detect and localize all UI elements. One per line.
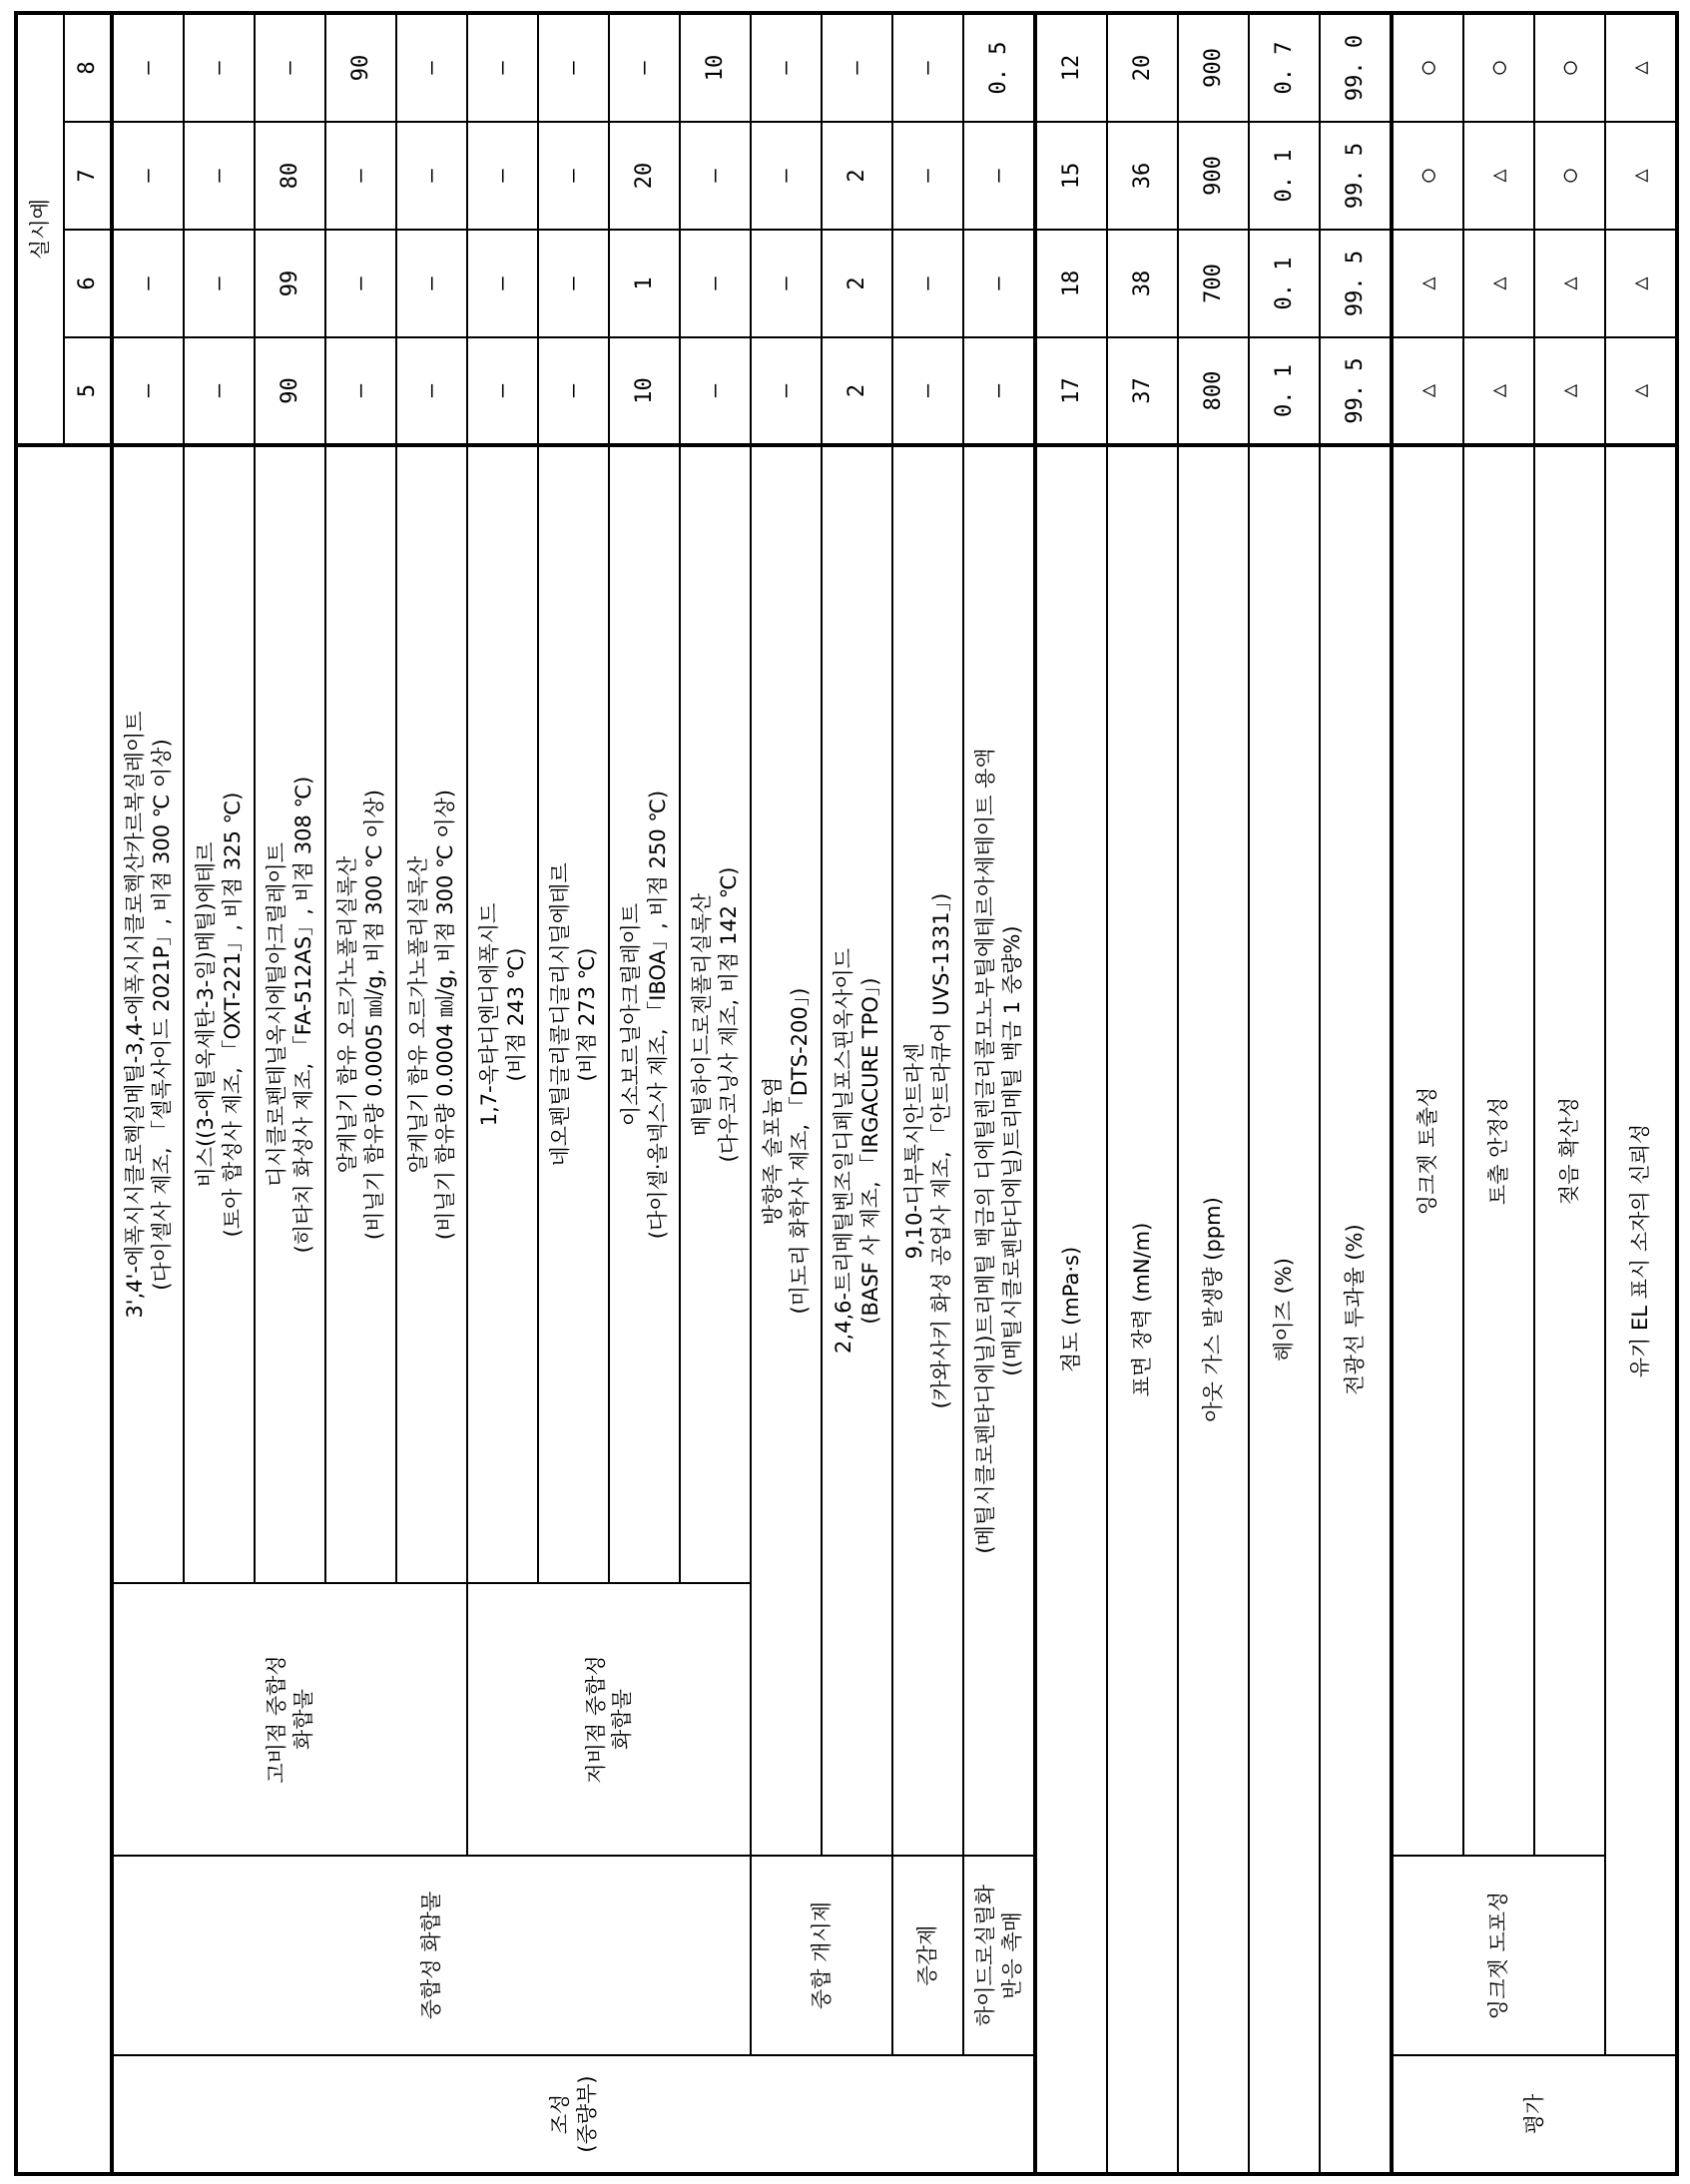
inkjet-coatability-label: 잉크젯 도포성 — [1392, 1856, 1605, 2055]
value-cell: — — [184, 230, 255, 337]
value-cell: 15 — [1035, 122, 1107, 230]
value-cell: 99. 0 — [1320, 13, 1392, 122]
evaluation-item-label: 유기 EL 표시 소자의 신뢰성 — [1605, 445, 1677, 2055]
value-cell: 0. 1 — [1249, 122, 1320, 230]
value-cell: 2 — [822, 122, 892, 230]
header-blank-cell — [16, 445, 112, 2174]
value-cell: — — [963, 337, 1035, 445]
composition-evaluation-table — [14, 11, 1679, 2176]
value-cell: 17 — [1035, 337, 1107, 445]
property-label: 전광선 투과율 (%) — [1320, 445, 1392, 2174]
table-row — [1107, 13, 1178, 2174]
low-boiling-compound-label: 저비점 중합성 화합물 — [467, 1583, 751, 1856]
value-cell: ○ — [1392, 122, 1463, 230]
example-number: 5 — [64, 337, 112, 445]
component-name: 알케닐기 함유 오르가노폴리실록산 (비닐기 함유량 0.0004 ㏖/g, 비점 300 ℃ 이상) — [396, 445, 467, 1583]
component-name: (메틸시클로펜타디에닐)트리메틸 백금의 디에틸렌글리콜모노부틸에테르아세테이트 용액 ((메틸시클로펜타디에닐)트리메틸 백금 1 중량%) — [963, 445, 1035, 1856]
value-cell: △ — [1534, 337, 1605, 445]
value-cell: △ — [1463, 122, 1534, 230]
table-row — [963, 13, 1035, 2174]
value-cell: △ — [1605, 230, 1677, 337]
evaluation-item-label: 잉크젯 토출성 — [1392, 445, 1463, 1856]
value-cell: — — [112, 13, 184, 122]
value-cell: — — [609, 13, 680, 122]
value-cell: △ — [1463, 230, 1534, 337]
sensitizer-label: 증감제 — [892, 1856, 963, 2055]
value-cell: 90 — [255, 337, 325, 445]
table-row — [1035, 13, 1107, 2174]
value-cell: — — [325, 230, 396, 337]
value-cell: 0. 5 — [963, 13, 1035, 122]
value-cell: — — [396, 337, 467, 445]
example-number: 8 — [64, 13, 112, 122]
value-cell: 20 — [609, 122, 680, 230]
polymerizable-compound-label: 중합성 화합물 — [112, 1856, 751, 2055]
evaluation-label: 평가 — [1392, 2055, 1677, 2174]
value-cell: 10 — [609, 337, 680, 445]
value-cell: △ — [1534, 230, 1605, 337]
value-cell: 99. 5 — [1320, 230, 1392, 337]
property-label: 점도 (mPa·s) — [1035, 445, 1107, 2174]
value-cell: — — [892, 337, 963, 445]
value-cell: 37 — [1107, 337, 1178, 445]
component-name: 방향족 술포늄염 (미도리 화학사 제조, 「DTS-200」) — [751, 445, 822, 1856]
value-cell: 20 — [1107, 13, 1178, 122]
value-cell: 900 — [1178, 13, 1249, 122]
evaluation-item-label: 젖음 확산성 — [1534, 445, 1605, 1856]
value-cell: — — [680, 122, 751, 230]
value-cell: — — [751, 230, 822, 337]
table-row — [1605, 13, 1677, 2174]
table-row — [1534, 13, 1605, 2174]
value-cell: ○ — [1534, 13, 1605, 122]
value-cell: — — [538, 230, 609, 337]
value-cell: 99. 5 — [1320, 122, 1392, 230]
value-cell: — — [112, 230, 184, 337]
table-row — [1249, 13, 1320, 2174]
example-number: 7 — [64, 122, 112, 230]
value-cell: — — [538, 337, 609, 445]
value-cell: △ — [1463, 337, 1534, 445]
value-cell: — — [467, 13, 538, 122]
high-boiling-compound-label: 고비점 중합성 화합물 — [112, 1583, 467, 1856]
composition-label: 조성 (중량부) — [112, 2055, 1035, 2174]
value-cell: — — [892, 122, 963, 230]
value-cell: 99. 5 — [1320, 337, 1392, 445]
value-cell: — — [751, 337, 822, 445]
value-cell: — — [184, 122, 255, 230]
value-cell: — — [751, 122, 822, 230]
value-cell: 800 — [1178, 337, 1249, 445]
table-row — [1178, 13, 1249, 2174]
examples-header: 실시예 — [16, 13, 64, 445]
value-cell: △ — [1392, 230, 1463, 337]
table-row — [112, 13, 184, 2174]
table-row — [1320, 13, 1392, 2174]
value-cell: — — [892, 230, 963, 337]
catalyst-label: 하이드로실릴화 반응 촉매 — [963, 1856, 1035, 2055]
value-cell: ○ — [1463, 13, 1534, 122]
value-cell: 0. 7 — [1249, 13, 1320, 122]
value-cell: △ — [1605, 13, 1677, 122]
component-name: 3',4'-에폭시시클로헥실메틸-3,4-에폭시시클로헥산카르복실레이트 (다이셀사 제조, 「셀록사이드 2021P」, 비점 300 ℃ 이상) — [112, 445, 184, 1583]
component-name: 비스((3-에틸옥세탄-3-일)메틸)에테르 (토아 합성사 제조, 「OXT-221」, 비점 325 ℃) — [184, 445, 255, 1583]
value-cell: 1 — [609, 230, 680, 337]
component-name: 메틸하이드로젠폴리실록산 (다우코닝사 제조, 비점 142 ℃) — [680, 445, 751, 1583]
value-cell: — — [751, 13, 822, 122]
table-row — [892, 13, 963, 2174]
value-cell: — — [963, 230, 1035, 337]
value-cell: 0. 1 — [1249, 337, 1320, 445]
table-row — [751, 13, 822, 2174]
value-cell: — — [538, 122, 609, 230]
value-cell: 900 — [1178, 122, 1249, 230]
value-cell: — — [680, 230, 751, 337]
example-number: 6 — [64, 230, 112, 337]
value-cell: — — [822, 13, 892, 122]
value-cell: — — [112, 122, 184, 230]
component-name: 1,7-옥타디엔디에폭시드 (비점 243 ℃) — [467, 445, 538, 1583]
table-row — [1463, 13, 1534, 2174]
value-cell: 80 — [255, 122, 325, 230]
value-cell: ○ — [1534, 122, 1605, 230]
value-cell: — — [325, 337, 396, 445]
value-cell: 2 — [822, 337, 892, 445]
value-cell: — — [680, 337, 751, 445]
value-cell: — — [467, 337, 538, 445]
value-cell: 36 — [1107, 122, 1178, 230]
value-cell: 18 — [1035, 230, 1107, 337]
value-cell: — — [184, 337, 255, 445]
value-cell: — — [396, 13, 467, 122]
property-label: 표면 장력 (mN/m) — [1107, 445, 1178, 2174]
value-cell: 38 — [1107, 230, 1178, 337]
value-cell: — — [325, 122, 396, 230]
component-name: 알케닐기 함유 오르가노폴리실록산 (비닐기 함유량 0.0005 ㏖/g, 비점 300 ℃ 이상) — [325, 445, 396, 1583]
value-cell: 2 — [822, 230, 892, 337]
table-row — [467, 13, 538, 2174]
value-cell: — — [184, 13, 255, 122]
value-cell: 10 — [680, 13, 751, 122]
value-cell: 0. 1 — [1249, 230, 1320, 337]
value-cell: — — [467, 230, 538, 337]
value-cell: — — [396, 230, 467, 337]
component-name: 디시클로펜테닐옥시에틸아크릴레이트 (히타치 화성사 제조, 「FA-512AS」, 비점 308 ℃) — [255, 445, 325, 1583]
property-label: 헤이즈 (%) — [1249, 445, 1320, 2174]
value-cell: — — [963, 122, 1035, 230]
value-cell: — — [538, 13, 609, 122]
evaluation-item-label: 토출 안정성 — [1463, 445, 1534, 1856]
value-cell: 700 — [1178, 230, 1249, 337]
value-cell: 12 — [1035, 13, 1107, 122]
component-name: 9,10-디부톡시안트라센 (카와사키 화성 공업사 제조, 「안트라큐어 UVS-1331」) — [892, 445, 963, 1856]
property-label: 아웃 가스 발생량 (ppm) — [1178, 445, 1249, 2174]
header-row — [16, 13, 64, 2174]
initiator-label: 중합 개시제 — [751, 1856, 892, 2055]
component-name: 네오펜틸글리콜디글리시딜에테르 (비점 273 ℃) — [538, 445, 609, 1583]
value-cell: △ — [1605, 122, 1677, 230]
component-name: 2,4,6-트리메틸벤조일디페닐포스핀옥사이드 (BASF 사 제조, 「IRGACURE TPO」) — [822, 445, 892, 1856]
value-cell: — — [892, 13, 963, 122]
value-cell: △ — [1392, 337, 1463, 445]
value-cell: ○ — [1392, 13, 1463, 122]
value-cell: △ — [1605, 337, 1677, 445]
value-cell: 99 — [255, 230, 325, 337]
rotated-page — [0, 0, 1690, 2184]
table-row — [1392, 13, 1463, 2174]
table-row — [822, 13, 892, 2174]
value-cell: — — [396, 122, 467, 230]
value-cell: 90 — [325, 13, 396, 122]
value-cell: — — [112, 337, 184, 445]
value-cell: — — [467, 122, 538, 230]
component-name: 이소보르닐아크릴레이트 (다이셀·올넥스사 제조, 「IBOA」, 비점 250 ℃) — [609, 445, 680, 1583]
value-cell: — — [255, 13, 325, 122]
